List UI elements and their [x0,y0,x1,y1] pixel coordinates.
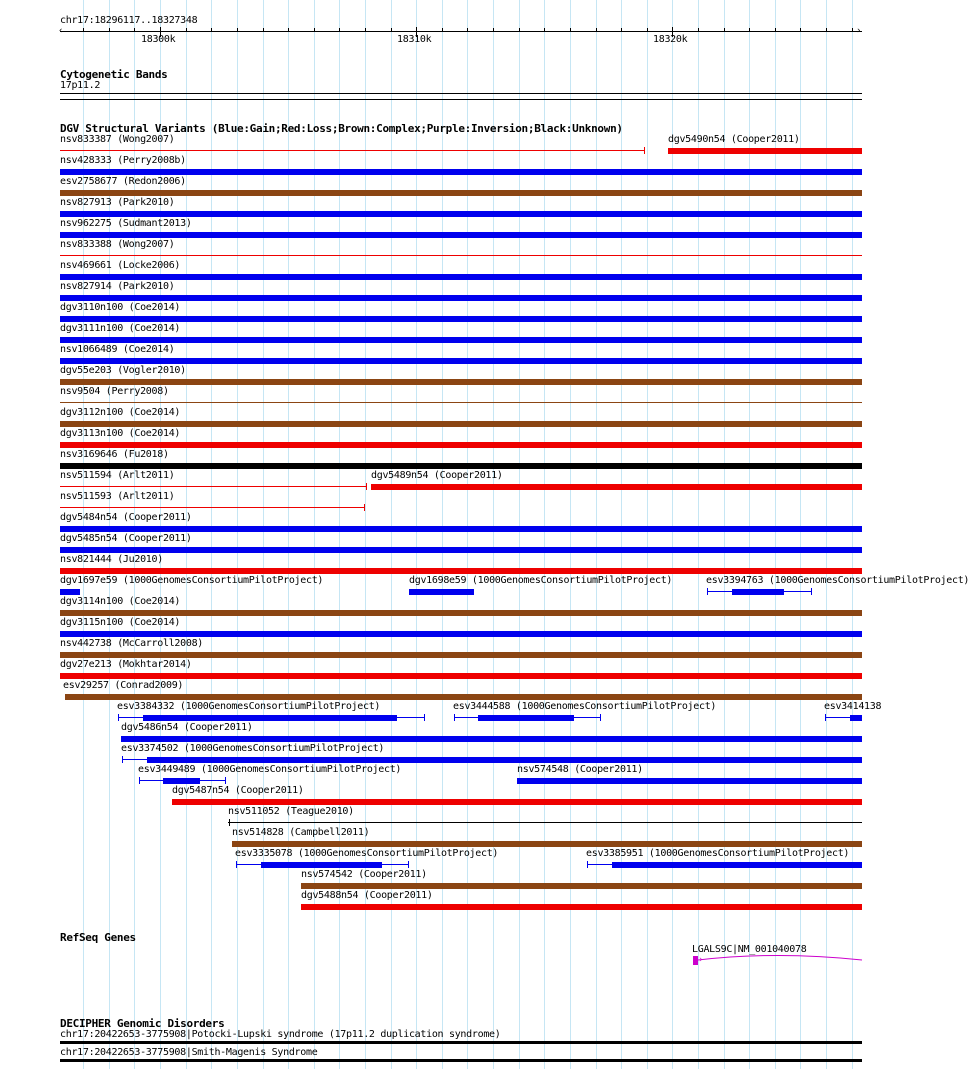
ruler-minor-tick [83,28,84,32]
dgv-feature-bar[interactable] [60,316,862,322]
dgv-feature-label[interactable]: esv3414138 [824,701,882,712]
dgv-feature-bar[interactable] [60,589,80,595]
decipher-bar[interactable] [60,1059,862,1062]
track-title-refseq[interactable]: RefSeq Genes [60,931,136,944]
dgv-feature-bar[interactable] [60,379,862,385]
dgv-feature-bar[interactable] [612,862,862,868]
dgv-feature-label[interactable]: nsv574548 (Cooper2011) [517,764,643,775]
dgv-feature-label[interactable]: nsv827913 (Park2010) [60,197,175,208]
ruler-minor-tick [570,28,571,32]
dgv-feature-label[interactable]: esv3394763 (1000GenomesConsortiumPilotProject) [706,575,969,586]
dgv-feature-bar[interactable] [121,736,862,742]
ruler-minor-tick [519,28,520,32]
ruler-left-arrow: ‹ [58,26,64,36]
dgv-feature-label[interactable]: nsv514828 (Campbell2011) [232,827,370,838]
dgv-feature-bar[interactable] [60,463,862,469]
dgv-feature-label[interactable]: nsv511594 (Arlt2011) [60,470,175,481]
dgv-feature-end-tick [366,483,367,490]
dgv-feature-end-tick [364,504,365,511]
ruler-minor-tick [544,28,545,32]
dgv-feature-bar[interactable] [143,715,397,721]
dgv-feature-label[interactable]: esv3384332 (1000GenomesConsortiumPilotProject) [117,701,381,712]
dgv-feature-bar[interactable] [60,337,862,343]
feature-extent-tick [825,714,826,721]
ruler-minor-tick [263,28,264,32]
gene-label[interactable]: LGALS9C|NM_001040078 [692,944,807,955]
ruler-minor-tick [109,28,110,32]
dgv-feature-label[interactable]: nsv833388 (Wong2007) [60,239,175,250]
ruler-tick-label: 18310k [397,34,432,45]
dgv-feature-label[interactable]: esv3385951 (1000GenomesConsortiumPilotProject) [586,848,850,859]
track-title-cytoband[interactable]: Cytogenetic Bands [60,68,168,81]
ruler-minor-tick [442,28,443,32]
gene-strand-arrow: › [698,955,704,965]
ruler-minor-tick [237,28,238,32]
ruler-minor-tick [467,28,468,32]
ruler-minor-tick [314,28,315,32]
dgv-feature-bar[interactable] [163,778,200,784]
feature-extent-tick [600,714,601,721]
dgv-feature-bar[interactable] [232,841,862,847]
dgv-feature-label[interactable]: dgv27e213 (Mokhtar2014) [60,659,192,670]
ruler-minor-tick [800,28,801,32]
dgv-feature-line[interactable] [60,486,366,487]
dgv-feature-label[interactable]: esv3449489 (1000GenomesConsortiumPilotProject) [138,764,402,775]
ruler-minor-tick [826,28,827,32]
grid-line [211,0,212,1069]
dgv-feature-label[interactable]: nsv827914 (Park2010) [60,281,175,292]
dgv-feature-bar[interactable] [60,295,862,301]
dgv-feature-end-tick [644,147,645,154]
dgv-feature-label[interactable]: dgv5490n54 (Cooper2011) [668,134,800,145]
dgv-feature-label[interactable]: nsv821444 (Ju2010) [60,554,163,565]
dgv-feature-line[interactable] [60,402,862,403]
dgv-feature-label[interactable]: nsv511052 (Teague2010) [228,806,354,817]
dgv-feature-label[interactable]: nsv511593 (Arlt2011) [60,491,175,502]
dgv-feature-bar[interactable] [60,211,862,217]
dgv-feature-label[interactable]: esv29257 (Conrad2009) [63,680,184,691]
dgv-feature-line[interactable] [60,255,862,256]
ruler-minor-tick [596,28,597,32]
track-title-decipher[interactable]: DECIPHER Genomic Disorders [60,1017,225,1030]
dgv-feature-bar[interactable] [60,421,862,427]
dgv-feature-bar[interactable] [517,778,862,784]
dgv-feature-label[interactable]: dgv1697e59 (1000GenomesConsortiumPilotProject) [60,575,324,586]
ruler-minor-tick [698,28,699,32]
dgv-feature-label[interactable]: nsv1066489 (Coe2014) [60,344,175,355]
dgv-feature-label[interactable]: nsv962275 (Sudmant2013) [60,218,192,229]
dgv-feature-label[interactable]: dgv3112n100 (Coe2014) [60,407,181,418]
ruler-minor-tick [391,28,392,32]
ruler-axis [60,31,862,32]
dgv-feature-bar[interactable] [261,862,382,868]
dgv-feature-bar[interactable] [60,526,862,532]
dgv-feature-label[interactable]: dgv5486n54 (Cooper2011) [121,722,253,733]
dgv-feature-label[interactable]: nsv442738 (McCarroll2008) [60,638,204,649]
dgv-feature-bar[interactable] [301,904,862,910]
ruler-minor-tick [749,28,750,32]
dgv-feature-bar[interactable] [60,568,862,574]
ruler-minor-tick [211,28,212,32]
dgv-feature-bar[interactable] [60,190,862,196]
feature-extent-tick [707,588,708,595]
dgv-feature-bar[interactable] [668,148,862,154]
dgv-feature-label[interactable]: nsv469661 (Locke2006) [60,260,181,271]
dgv-feature-bar[interactable] [850,715,862,721]
dgv-feature-bar[interactable] [301,883,862,889]
cytoband-label: 17p11.2 [60,80,101,91]
dgv-feature-line[interactable] [60,150,644,151]
dgv-feature-bar[interactable] [60,442,862,448]
feature-extent-tick [122,756,123,763]
feature-extent-tick [424,714,425,721]
dgv-feature-label[interactable]: dgv3110n100 (Coe2014) [60,302,181,313]
grid-line [263,0,264,1069]
dgv-feature-label[interactable]: nsv3169646 (Fu2018) [60,449,169,460]
ruler-minor-tick [493,28,494,32]
cytoband-line [60,93,862,94]
ruler-right-arrow: › [856,26,862,36]
dgv-feature-label[interactable]: dgv5488n54 (Cooper2011) [301,890,433,901]
dgv-feature-bar[interactable] [60,652,862,658]
dgv-feature-label[interactable]: nsv574542 (Cooper2011) [301,869,427,880]
dgv-feature-label[interactable]: dgv5487n54 (Cooper2011) [172,785,304,796]
dgv-feature-label[interactable]: esv2758677 (Redon2006) [60,176,186,187]
track-title-dgv[interactable]: DGV Structural Variants (Blue:Gain;Red:Loss;Brown:Complex;Purple:Inversion;Black:Unknown) [60,122,623,135]
ruler-tick-label: 18320k [653,34,688,45]
dgv-feature-label[interactable]: dgv5485n54 (Cooper2011) [60,533,192,544]
dgv-feature-line[interactable] [228,822,862,823]
feature-extent-tick [139,777,140,784]
dgv-feature-bar[interactable] [60,673,862,679]
ruler-minor-tick [339,28,340,32]
feature-extent-tick [587,861,588,868]
decipher-bar[interactable] [60,1041,862,1044]
dgv-feature-bar[interactable] [371,484,862,490]
dgv-feature-bar[interactable] [409,589,474,595]
grid-line [288,0,289,1069]
position-label: chr17:18296117..18327348 [60,15,198,26]
feature-extent-tick [408,861,409,868]
grid-line [237,0,238,1069]
ruler-minor-tick [852,28,853,32]
dgv-feature-label[interactable]: dgv3115n100 (Coe2014) [60,617,181,628]
dgv-feature-label[interactable]: nsv833387 (Wong2007) [60,134,175,145]
ruler-minor-tick [134,28,135,32]
decipher-entry[interactable]: chr17:20422653-3775908|Smith-Magenis Syndrome [60,1047,318,1058]
dgv-feature-bar[interactable] [60,358,862,364]
feature-extent-tick [811,588,812,595]
cytoband-line [60,99,862,100]
ruler-minor-tick [621,28,622,32]
dgv-feature-bar[interactable] [732,589,784,595]
dgv-feature-bar[interactable] [60,232,862,238]
ruler-minor-tick [288,28,289,32]
feature-extent-tick [236,861,237,868]
dgv-feature-bar[interactable] [60,274,862,280]
ruler-minor-tick [775,28,776,32]
dgv-feature-bar[interactable] [172,799,862,805]
dgv-feature-bar[interactable] [60,169,862,175]
dgv-feature-bar[interactable] [60,631,862,637]
dgv-feature-label[interactable]: dgv55e203 (Vogler2010) [60,365,186,376]
dgv-feature-label[interactable]: esv3374502 (1000GenomesConsortiumPilotProject) [121,743,385,754]
dgv-feature-bar[interactable] [65,694,862,700]
dgv-feature-label[interactable]: esv3335078 (1000GenomesConsortiumPilotProject) [235,848,499,859]
dgv-feature-label[interactable]: dgv3111n100 (Coe2014) [60,323,181,334]
feature-extent-tick [454,714,455,721]
dgv-feature-bar[interactable] [60,547,862,553]
dgv-feature-label[interactable]: dgv3114n100 (Coe2014) [60,596,181,607]
decipher-entry[interactable]: chr17:20422653-3775908|Potocki-Lupski syndrome (17p11.2 duplication syndrome) [60,1029,501,1040]
dgv-feature-label[interactable]: dgv5489n54 (Cooper2011) [371,470,503,481]
ruler-tick-label: 18300k [141,34,176,45]
ruler-minor-tick [186,28,187,32]
dgv-feature-label[interactable]: esv3444588 (1000GenomesConsortiumPilotProject) [453,701,717,712]
dgv-feature-label[interactable]: dgv1698e59 (1000GenomesConsortiumPilotProject) [409,575,673,586]
ruler-minor-tick [647,28,648,32]
dgv-feature-label[interactable]: dgv5484n54 (Cooper2011) [60,512,192,523]
gene-intron-line [696,953,866,967]
dgv-feature-bar[interactable] [478,715,574,721]
dgv-feature-label[interactable]: nsv428333 (Perry2008b) [60,155,186,166]
ruler-minor-tick [724,28,725,32]
dgv-feature-line[interactable] [60,507,364,508]
ruler-minor-tick [365,28,366,32]
dgv-feature-bar[interactable] [60,610,862,616]
feature-extent-tick [118,714,119,721]
dgv-feature-bar[interactable] [147,757,862,763]
dgv-feature-label[interactable]: nsv9504 (Perry2008) [60,386,169,397]
dgv-feature-label[interactable]: dgv3113n100 (Coe2014) [60,428,181,439]
feature-extent-tick [225,777,226,784]
